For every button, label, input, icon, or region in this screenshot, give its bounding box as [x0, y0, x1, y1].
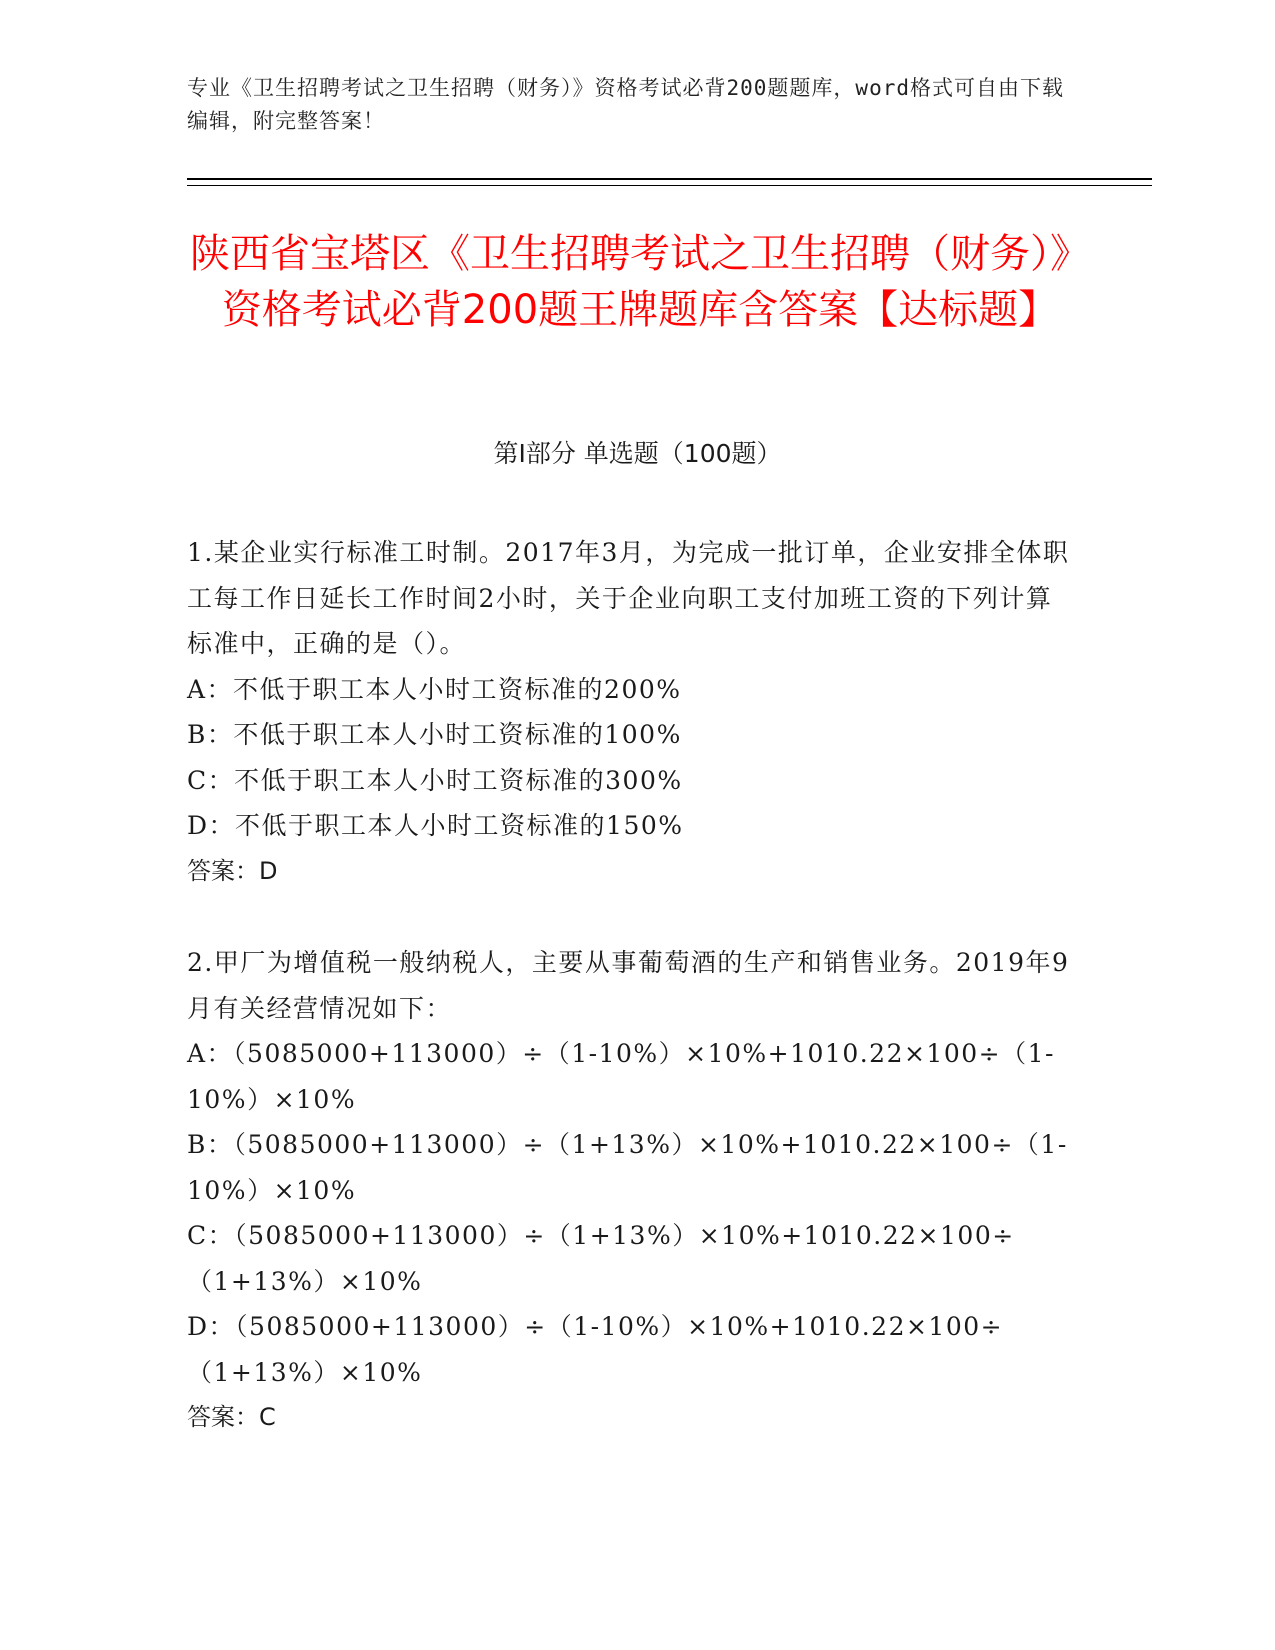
option-d: D：（5085000+113000）÷（1-10%）×10%+1010.22×100÷（1+13%）×10%: [187, 1312, 1004, 1387]
answer: 答案：D: [187, 856, 278, 885]
option-c: C：（5085000+113000）÷（1+13%）×10%+1010.22×100÷（1+13%）×10%: [187, 1221, 1015, 1296]
option-b: B：（5085000+113000）÷（1+13%）×10%+1010.22×100÷（1-10%）×10%: [187, 1130, 1068, 1205]
option-a: A：（5085000+113000）÷（1-10%）×10%+1010.22×100÷（1-10%）×10%: [187, 1039, 1055, 1114]
question-1: [187, 530, 1077, 894]
part-heading: 第I部分 单选题（100题）: [493, 439, 782, 468]
question-stem: 2.甲厂为增值税一般纳税人，主要从事葡萄酒的生产和销售业务。2019年9月有关经营情况如下：: [187, 948, 1070, 1023]
option-d: D：不低于职工本人小时工资标准的150%: [187, 811, 684, 840]
option-b: B：不低于职工本人小时工资标准的100%: [187, 720, 682, 749]
header-rule-thin: [187, 185, 1152, 186]
header-rule-thick: [187, 178, 1152, 180]
question-stem: 1.某企业实行标准工时制。2017年3月，为完成一批订单，企业安排全体职工每工作日延长工作时间2小时，关于企业向职工支付加班工资的下列计算标准中，正确的是（）。: [187, 538, 1070, 658]
document-title: 陕西省宝塔区《卫生招聘考试之卫生招聘（财务）》资格考试必背200题王牌题库含答案【达标题】: [190, 231, 1090, 333]
header-note: 专业《卫生招聘考试之卫生招聘（财务）》资格考试必背200题题库，word格式可自由下载编辑，附完整答案！: [187, 76, 1064, 133]
question-2: [187, 940, 1077, 1441]
option-c: C：不低于职工本人小时工资标准的300%: [187, 765, 683, 795]
answer: 答案：C: [187, 1403, 276, 1431]
option-a: A：不低于职工本人小时工资标准的200%: [187, 674, 682, 704]
